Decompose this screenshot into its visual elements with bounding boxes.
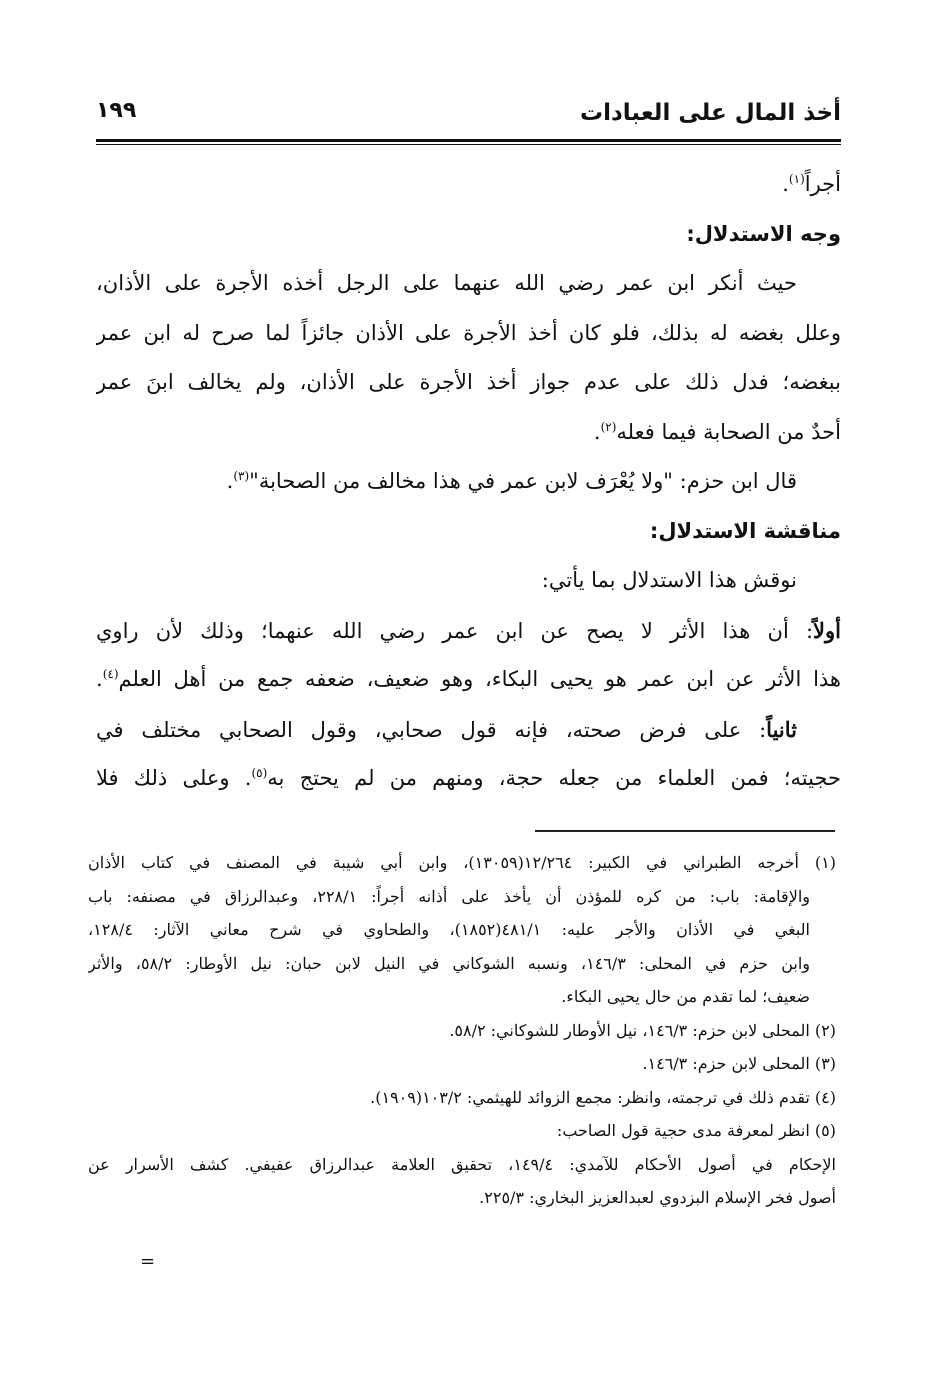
section-heading: وجه الاستدلال:	[686, 221, 841, 246]
footnote-line: (٤) تقدم ذلك في ترجمته، وانظر: مجمع الزوائد للهيثمي: ١٠٣/٢(١٩٠٩).	[370, 1087, 836, 1107]
footnote-line: أصول فخر الإسلام البزدوي لعبدالعزيز البخاري: ٢٢٥/٣.	[479, 1188, 836, 1207]
footnote-line: وابن حزم في المحلى: ١٤٦/٣، ونسبه الشوكاني في النيل لابن حبان: نيل الأوطار: ٥٨/٢، والأثر	[88, 953, 810, 973]
text-line: أحدٌ من الصحابة فيما فعله$^{(٢)}$.	[593, 419, 841, 444]
text-line: أجراً$^{(١)}$.	[782, 172, 841, 196]
footnote-ref: (٥)	[251, 766, 268, 780]
footnotes	[88, 846, 836, 1215]
footnote-ref: (١)	[788, 172, 805, 186]
text-line: حجيته؛ فمن العلماء من جعله حجة، ومنهم من لم يحتج به$^{(٥)}$. وعلى ذلك فلا	[96, 766, 841, 790]
footnote-line: ضعيف؛ لما تقدم من حال يحيى البكاء.	[561, 987, 810, 1006]
text-line: أولاً: أن هذا الأثر لا يصح عن ابن عمر رضي الله عنهما؛ وذلك لأن راوي	[96, 617, 841, 643]
page-number: ١٩٩	[96, 98, 137, 123]
text-line: وعلل بغضه له بذلك، فلو كان أخذ الأجرة على الأذان جائزاً لما صرح له ابن عمر	[96, 320, 841, 345]
footnote-separator	[535, 830, 835, 832]
footnote-line: (٣) المحلى لابن حزم: ١٤٦/٣.	[642, 1054, 836, 1073]
text-line: ببغضه؛ فدل ذلك على عدم جواز أخذ الأجرة على الأذان، ولم يخالف ابنَ عمر	[96, 370, 841, 394]
point-label: أولاً	[813, 617, 841, 643]
continuation-mark: =	[140, 1251, 156, 1272]
footnote-line: (٢) المحلى لابن حزم: ١٤٦/٣، نيل الأوطار للشوكاني: ٥٨/٢.	[449, 1020, 836, 1040]
text-line: نوقش هذا الاستدلال بما يأتي:	[541, 568, 797, 592]
main-text	[96, 160, 841, 804]
footnote-line: الإحكام في أصول الأحكام للآمدي: ١٤٩/٤، تحقيق العلامة عبدالرزاق عفيفي. كشف الأسرار عن	[88, 1154, 836, 1174]
footnote-line: البغي في الأذان والأجر عليه: ٤٨١/١(١٨٥٢)، والطحاوي في شرح معاني الآثار: ١٢٨/٤،	[88, 920, 810, 939]
quote-line: قال ابن حزم: "ولا يُعْرَف لابن عمر في هذا مخالف من الصحابة"$^{(٣)}$.	[226, 469, 797, 493]
running-header	[96, 96, 841, 136]
header-rule-thin	[96, 144, 841, 145]
footnote-line: والإقامة: باب: من كره للمؤذن أن يأخذ على أذانه أجراً: ٢٢٨/١، وعبدالرزاق في مصنفه: باب	[88, 886, 810, 906]
footnote-ref: (٤)	[102, 667, 119, 681]
header-rule-thick	[96, 139, 841, 142]
header-title: أخذ المال على العبادات	[580, 100, 841, 126]
footnote-ref: (٢)	[600, 419, 617, 434]
text-line: حيث أنكر ابن عمر رضي الله عنهما على الرجل أخذه الأجرة على الأذان،	[96, 271, 797, 295]
text-line: هذا الأثر عن ابن عمر هو يحيى البكاء، وهو ضعيف، ضعفه جمع من أهل العلم$^{(٤)}$.	[96, 667, 841, 691]
footnote-line: (٥) انظر لمعرفة مدى حجية قول الصاحب:	[556, 1121, 836, 1140]
point-label: ثانياً	[766, 716, 797, 742]
text-line: ثانياً: على فرض صحته، فإنه قول صحابي، وقول الصحابي مختلف في	[96, 716, 797, 742]
section-heading: مناقشة الاستدلال:	[649, 518, 841, 543]
footnote-ref: (٣)	[233, 469, 250, 483]
footnote-line: (١) أخرجه الطبراني في الكبير: ١٢/٢٦٤(١٣٠٥٩)، وابن أبي شيبة في المصنف في كتاب الأذان	[88, 853, 836, 872]
